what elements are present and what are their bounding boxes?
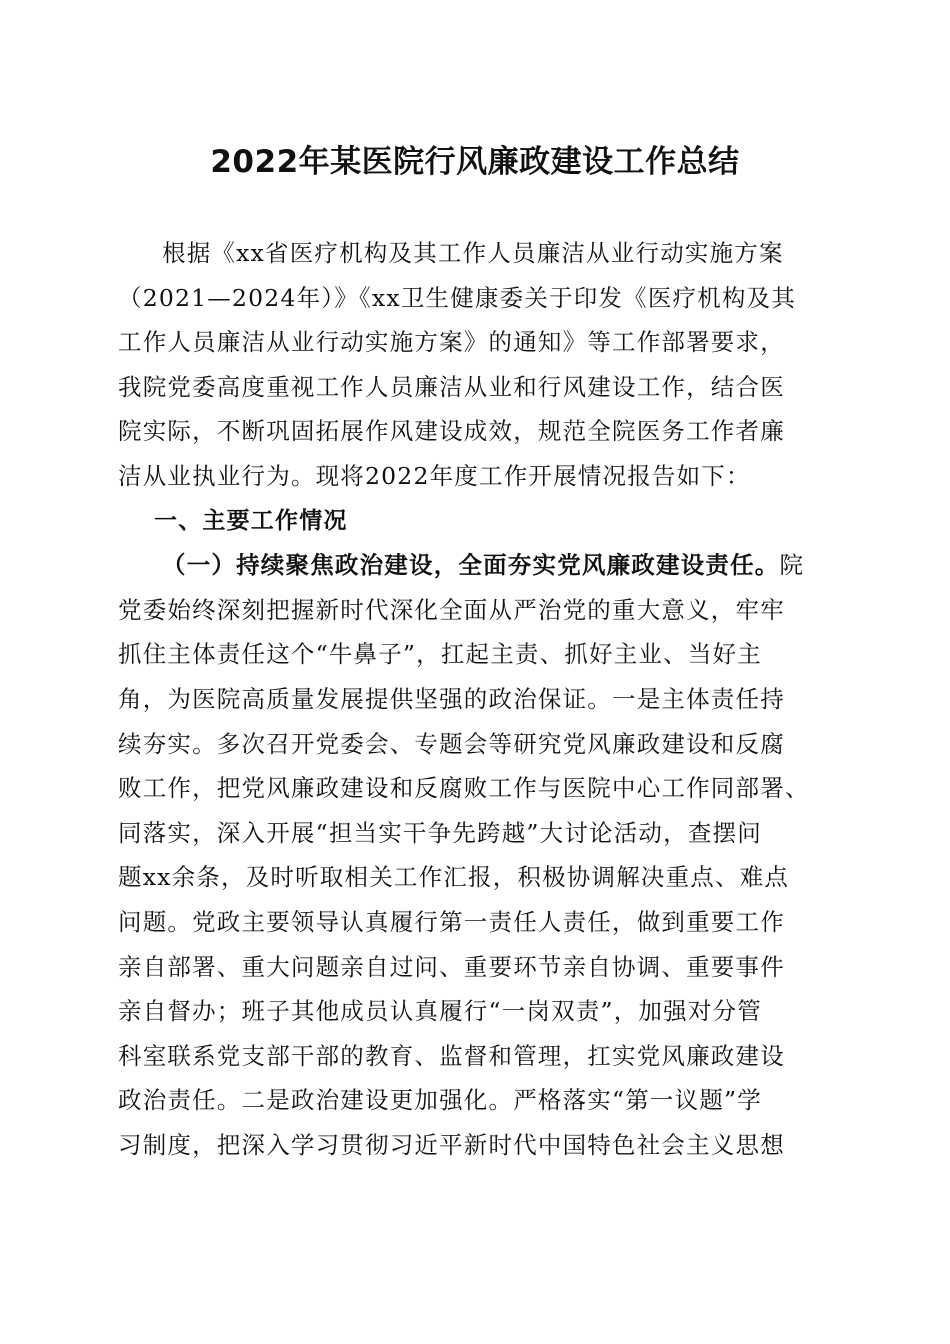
section-heading: 一、主要工作情况 [154,507,348,534]
paragraph-line: 院实际，不断巩固拓展作风建设成效，规范全院医务工作者廉 [118,417,785,446]
paragraph-line: 角，为医院高质量发展提供坚强的政治保证。一是主体责任持 [118,684,785,713]
paragraph-line: 同落实，深入开展“担当实干争先跨越”大讨论活动，查摆问 [118,818,762,847]
document-title: 2022年某医院行风廉政建设工作总结 [210,144,740,180]
paragraph-line: 习制度，把深入学习贯彻习近平新时代中国特色社会主义思想 [118,1130,785,1159]
paragraph-line: 败工作，把党风廉政建设和反腐败工作与医院中心工作同部署、 [118,774,810,803]
paragraph-line: 科室联系党支部干部的教育、监督和管理，扛实党风廉政建设 [118,1041,785,1070]
paragraph-line: 政治责任。二是政治建设更加强化。严格落实“第一议题”学 [118,1086,762,1115]
document-body [118,231,838,1167]
paragraph-line: 工作人员廉洁从业行动实施方案》的通知》等工作部署要求， [118,328,785,357]
paragraph-line: 根据《xx省医疗机构及其工作人员廉洁从业行动实施方案 [162,239,784,267]
paragraph-line: （2021—2024年）》《xx卫生健康委关于印发《医疗机构及其 [118,283,797,312]
paragraph-line: 亲自部署、重大问题亲自过问、重要环节亲自协调、重要事件 [118,952,785,981]
paragraph-line: 党委始终深刻把握新时代深化全面从严治党的重大意义，牢牢 [118,595,785,624]
paragraph-line: 亲自督办；班子其他成员认真履行“一岗双责”，加强对分管 [118,997,762,1026]
paragraph-line: 抓住主体责任这个“牛鼻子”，扛起主责、抓好主业、当好主 [118,640,762,669]
subsection-lead: （一）持续聚焦政治建设，全面夯实党风廉政建设责任。 [162,551,780,580]
paragraph-line: 续夯实。多次召开党委会、专题会等研究党风廉政建设和反腐 [118,729,785,758]
subsection-first-line [118,543,838,588]
paragraph-line: 我院党委高度重视工作人员廉洁从业和行风建设工作，结合医 [118,372,785,401]
paragraph-line: 洁从业执业行为。现将2022年度工作开展情况报告如下： [118,461,751,490]
paragraph-line: 问题。党政主要领导认真履行第一责任人责任，做到重要工作 [118,907,785,936]
paragraph-line: 题xx余条，及时听取相关工作汇报，积极协调解决重点、难点 [118,863,790,892]
subsection-lead-rest: 院 [779,551,805,580]
